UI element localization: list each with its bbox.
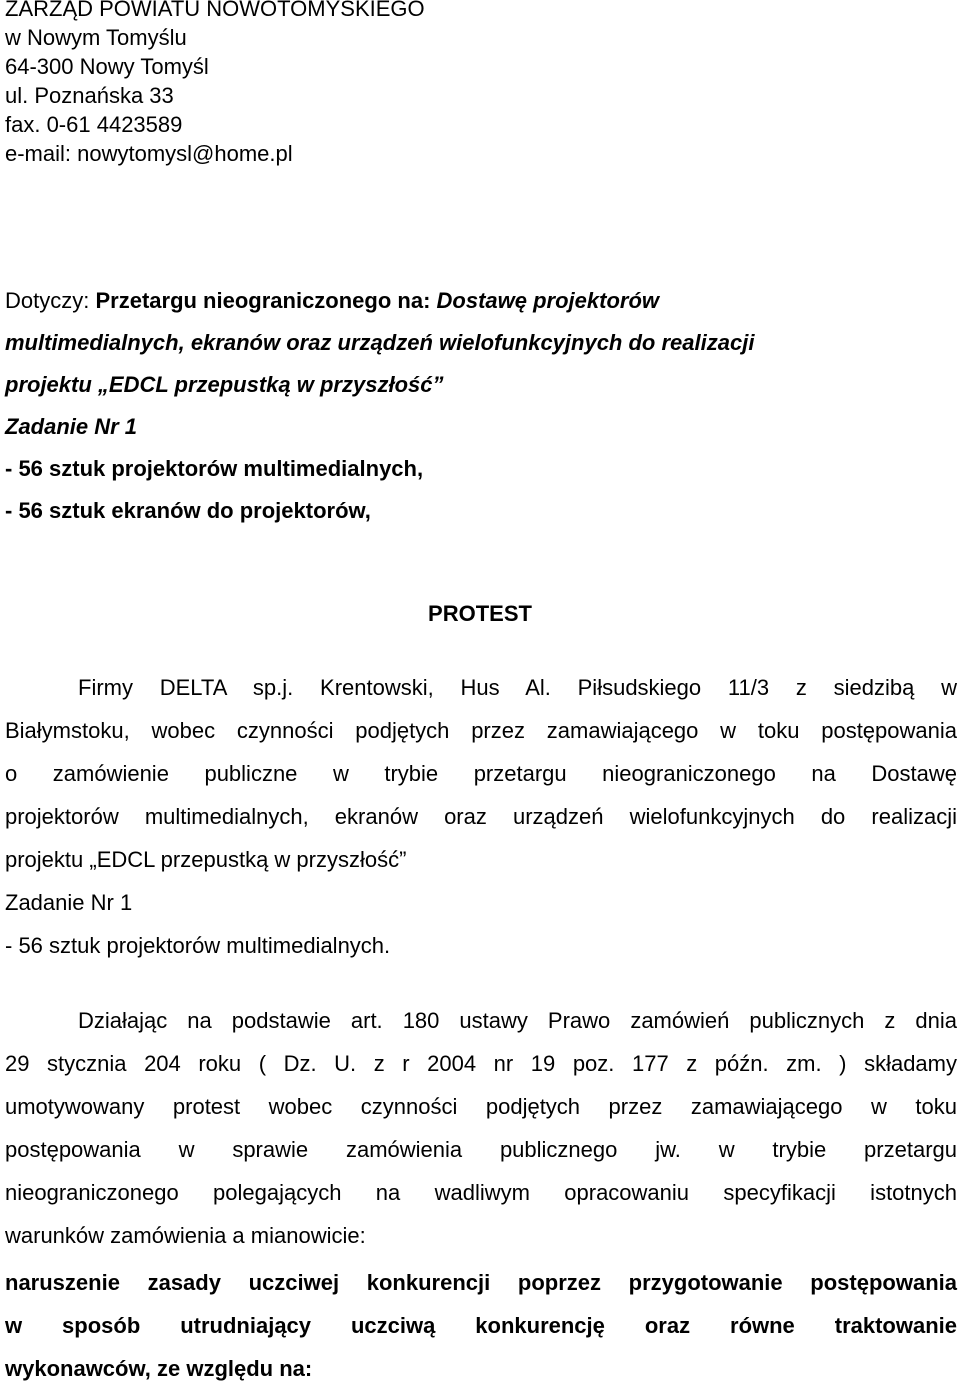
document-title: PROTEST bbox=[428, 601, 532, 626]
subject-italic: Dostawę projektorów bbox=[436, 288, 659, 313]
address-line: fax. 0-61 4423589 bbox=[5, 112, 183, 137]
address-email: e-mail: nowytomysl@home.pl bbox=[5, 141, 293, 166]
subject-line: - 56 sztuk ekranów do projektorów, bbox=[5, 498, 371, 523]
paragraph-line: wykonawców, ze względu na: bbox=[5, 1356, 313, 1381]
paragraph-line: Firmy DELTA sp.j. Krentowski, Hus Al. Piłsudskiego 11/3 z siedzibą w bbox=[78, 675, 957, 700]
address-line: 64-300 Nowy Tomyśl bbox=[5, 54, 209, 79]
address-line: ZARZĄD POWIATU NOWOTOMYSKIEGO bbox=[5, 0, 425, 21]
subject-line: - 56 sztuk projektorów multimedialnych, bbox=[5, 456, 424, 481]
address-line: w Nowym Tomyślu bbox=[5, 25, 187, 50]
paragraph-line: projektu „EDCL przepustką w przyszłość” bbox=[5, 847, 407, 872]
subject-line: Zadanie Nr 1 bbox=[5, 414, 138, 439]
paragraph-line: warunków zamówienia a mianowicie: bbox=[5, 1223, 366, 1248]
paragraph-violation bbox=[5, 1261, 957, 1390]
paragraph-intro bbox=[5, 666, 957, 967]
paragraph-line: 29 stycznia 204 roku ( Dz. U. z r 2004 nr 19 poz. 177 z późn. zm. ) składamy bbox=[5, 1051, 957, 1076]
subject-block bbox=[5, 280, 955, 532]
address-line: ul. Poznańska 33 bbox=[5, 83, 174, 108]
subject-line bbox=[5, 280, 955, 322]
subject-line: projektu „EDCL przepustką w przyszłość” bbox=[5, 372, 444, 397]
subject-bold: Przetargu nieograniczonego na: bbox=[95, 288, 437, 313]
paragraph-line: postępowania w sprawie zamówienia publicznego jw. w trybie przetargu bbox=[5, 1137, 957, 1162]
address-block bbox=[5, 0, 605, 168]
paragraph-line: nieograniczonego polegających na wadliwym opracowaniu specyfikacji istotnych bbox=[5, 1180, 957, 1205]
paragraph-line: Działając na podstawie art. 180 ustawy Prawo zamówień publicznych z dnia bbox=[78, 1008, 957, 1033]
paragraph-basis bbox=[5, 999, 957, 1257]
paragraph-line: projektorów multimedialnych, ekranów oraz urządzeń wielofunkcyjnych do realizacji bbox=[5, 804, 957, 829]
paragraph-line: Zadanie Nr 1 bbox=[5, 890, 133, 915]
paragraph-line: umotywowany protest wobec czynności podjętych przez zamawiającego w toku bbox=[5, 1094, 957, 1119]
subject-line: multimedialnych, ekranów oraz urządzeń wielofunkcyjnych do realizacji bbox=[5, 330, 755, 355]
paragraph-line: o zamówienie publiczne w trybie przetargu nieograniczonego na Dostawę bbox=[5, 761, 957, 786]
subject-prefix: Dotyczy: bbox=[5, 288, 96, 313]
paragraph-line: Białymstoku, wobec czynności podjętych przez zamawiającego w toku postępowania bbox=[5, 718, 957, 743]
paragraph-line: - 56 sztuk projektorów multimedialnych. bbox=[5, 933, 391, 958]
paragraph-line: w sposób utrudniający uczciwą konkurencję oraz równe traktowanie bbox=[5, 1313, 957, 1338]
paragraph-line: naruszenie zasady uczciwej konkurencji poprzez przygotowanie postępowania bbox=[5, 1270, 957, 1295]
